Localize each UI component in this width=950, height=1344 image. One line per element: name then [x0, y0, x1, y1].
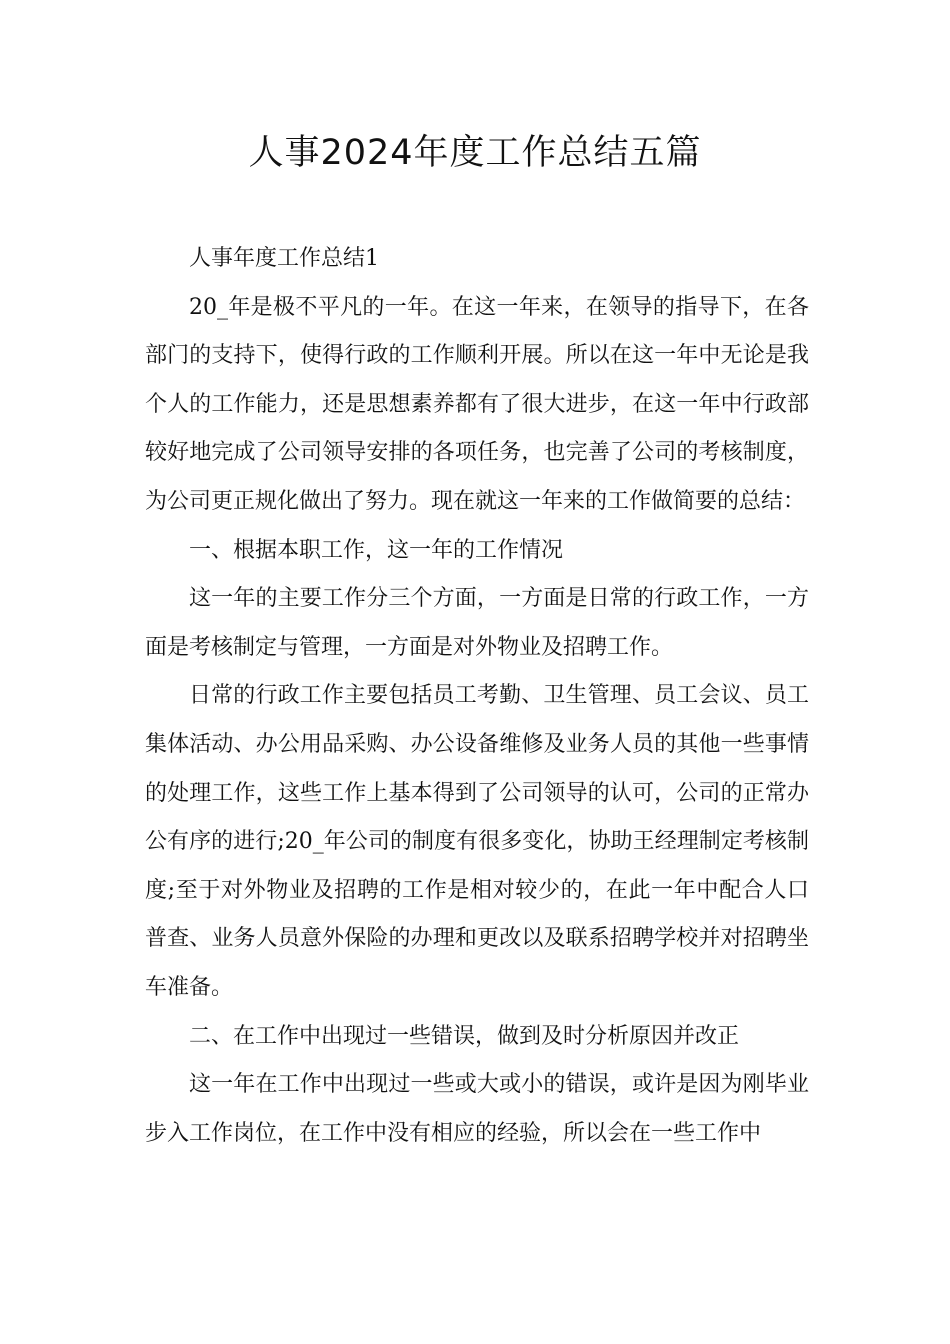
paragraph: 这一年的主要工作分三个方面，一方面是日常的行政工作，一方面是考核制定与管理，一方面是对外物业及招聘工作。	[145, 586, 809, 660]
paragraph: 这一年在工作中出现过一些或大或小的错误，或许是因为刚毕业步入工作岗位，在工作中没有相应的经验，所以会在一些工作中	[145, 1072, 809, 1146]
section-heading: 人事年度工作总结1	[189, 246, 379, 271]
section-heading: 一、根据本职工作，这一年的工作情况	[189, 537, 564, 563]
section-heading: 二、在工作中出现过一些错误，做到及时分析原因并改正	[189, 1023, 740, 1049]
paragraph: 日常的行政工作主要包括员工考勤、卫生管理、员工会议、员工集体活动、办公用品采购、办公设备维修及业务人员的其他一些事情的处理工作，这些工作上基本得到了公司领导的认可，公司的正常办公有序的进行;20_年公司的制度有很多变化，协助王经理制定考核制度;至于对外物业及招聘的工作是相对较少的，在此一年中配合人口普查、业务人员意外保险的办理和更改以及联系招聘学校并对招聘坐车准备。	[145, 683, 809, 1000]
paragraph: 20_年是极不平凡的一年。在这一年来，在领导的指导下，在各部门的支持下，使得行政的工作顺利开展。所以在这一年中无论是我个人的工作能力，还是思想素养都有了很大进步，在这一年中行政部较好地完成了公司领导安排的各项任务，也完善了公司的考核制度，为公司更正规化做出了努力。现在就这一年来的工作做简要的总结：	[145, 294, 809, 514]
document-title: 人事2024年度工作总结五篇	[248, 133, 702, 173]
document-body	[145, 235, 809, 1158]
